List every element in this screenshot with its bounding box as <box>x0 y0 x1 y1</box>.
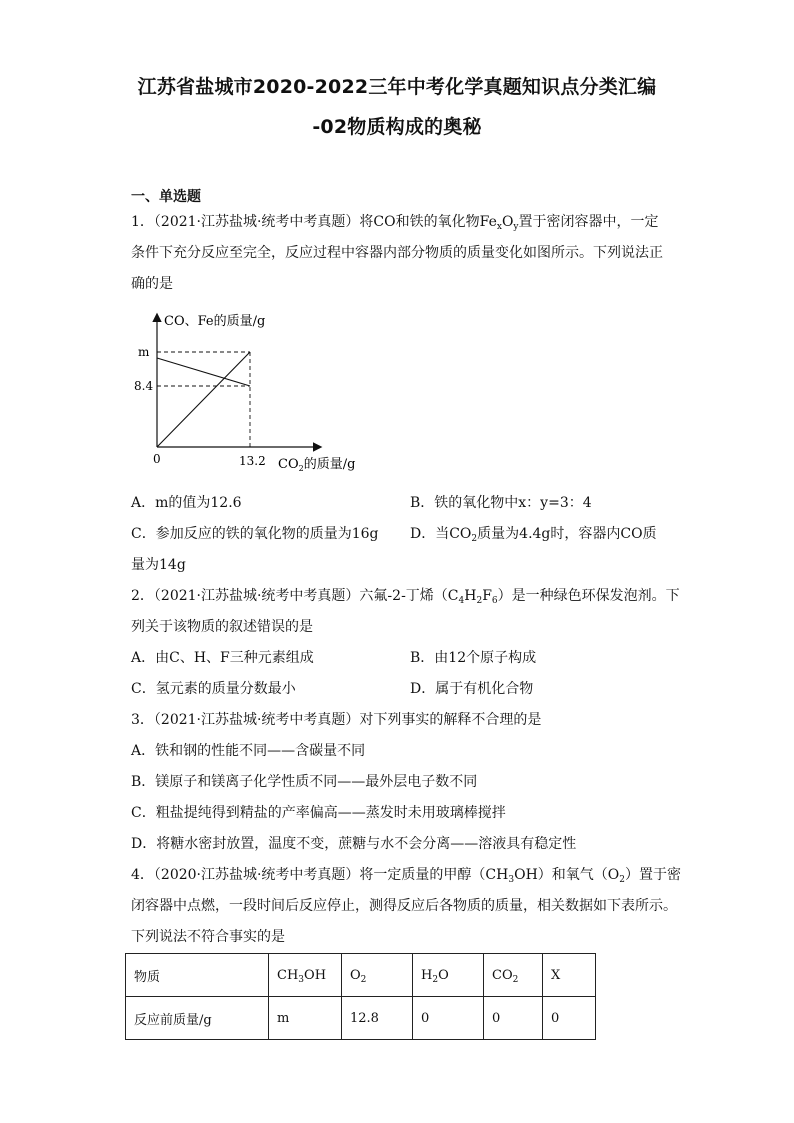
table-cell: X <box>543 954 596 997</box>
table-cell: 物质 <box>126 954 269 997</box>
q1-stem-line3: 确的是 <box>131 276 173 292</box>
table-cell: 0 <box>543 997 596 1040</box>
x-axis-label: $CO_2$的质量/g <box>278 457 356 473</box>
q2-option-b: B．由12个原子构成 <box>410 650 537 666</box>
table-cell: 12.8 <box>342 997 413 1040</box>
q4-stem-line2: 闭容器中点燃，一段时间后反应停止，测得反应后各物质的质量，相关数据如下表所示。 <box>131 898 677 914</box>
q4-stem-line3: 下列说法不符合事实的是 <box>131 929 285 945</box>
y-axis-label: CO、Fe的质量/g <box>164 314 266 329</box>
table-cell: m <box>269 997 342 1040</box>
q3-option-d: D．将糖水密封放置，温度不变，蔗糖与水不会分离——溶液具有稳定性 <box>131 836 577 852</box>
q1-option-a: A．m的值为12.6 <box>131 495 242 511</box>
q1-option-c: C．参加反应的铁的氧化物的质量为16g <box>131 526 379 542</box>
q1-option-d: D．当$CO_2$质量为4.4g时，容器内CO质 <box>410 526 657 544</box>
q1-mass-graph <box>128 305 388 480</box>
q2-option-a: A．由C、H、F三种元素组成 <box>131 650 314 666</box>
q1-option-d-line2: 量为14g <box>131 557 186 573</box>
table-row <box>126 997 596 1040</box>
q4-stem-line1: 4．（2020·江苏盐城·统考中考真题）将一定质量的甲醇$(CH_3OH)$和氧气$(O_2)$置于密 <box>131 867 681 885</box>
tick-8-4: 8.4 <box>134 379 154 393</box>
q3-stem-line1: 3．（2021·江苏盐城·统考中考真题）对下列事实的解释不合理的是 <box>131 712 542 728</box>
table-cell: $O_2$ <box>342 954 413 997</box>
q1-stem-line1: 1．（2021·江苏盐城·统考中考真题）将CO和铁的氧化物$Fe_xO_y$置于密闭容器中，一定 <box>131 214 659 232</box>
q1-option-b: B．铁的氧化物中x：y=3：4 <box>410 495 592 511</box>
table-cell: $CO_2$ <box>484 954 543 997</box>
table-cell: 0 <box>484 997 543 1040</box>
table-cell: $CH_3OH$ <box>269 954 342 997</box>
section-heading: 一、单选题 <box>131 189 201 205</box>
table-row <box>126 954 596 997</box>
q2-option-c: C．氢元素的质量分数最小 <box>131 681 296 697</box>
q2-stem-line2: 列关于该物质的叙述错误的是 <box>131 619 313 635</box>
q3-option-c: C．粗盐提纯得到精盐的产率偏高——蒸发时未用玻璃棒搅拌 <box>131 805 506 821</box>
q2-option-d: D．属于有机化合物 <box>410 681 534 697</box>
fe-line <box>157 352 250 447</box>
table-cell: 反应前质量/g <box>126 997 269 1040</box>
document-title-line1: 江苏省盐城市2020-2022三年中考化学真题知识点分类汇编 <box>137 76 657 98</box>
document-title-line2: -02物质构成的奥秘 <box>312 116 482 138</box>
table-cell: $H_2O$ <box>413 954 484 997</box>
co-line <box>157 358 250 386</box>
q3-option-b: B．镁原子和镁离子化学性质不同——最外层电子数不同 <box>131 774 478 790</box>
q4-data-table <box>125 953 596 1040</box>
tick-13-2: 13.2 <box>239 454 266 468</box>
tick-m: m <box>138 345 150 359</box>
table-cell: 0 <box>413 997 484 1040</box>
tick-0: 0 <box>153 452 161 466</box>
q1-stem-line2: 条件下充分反应至完全，反应过程中容器内部分物质的质量变化如图所示。下列说法正 <box>131 245 663 261</box>
q3-option-a: A．铁和钢的性能不同——含碳量不同 <box>131 743 366 759</box>
q2-stem-line1: 2．（2021·江苏盐城·统考中考真题）六氟-2-丁烯$(C_4H_2F_6)$是一种绿色环保发泡剂。下 <box>131 588 680 606</box>
